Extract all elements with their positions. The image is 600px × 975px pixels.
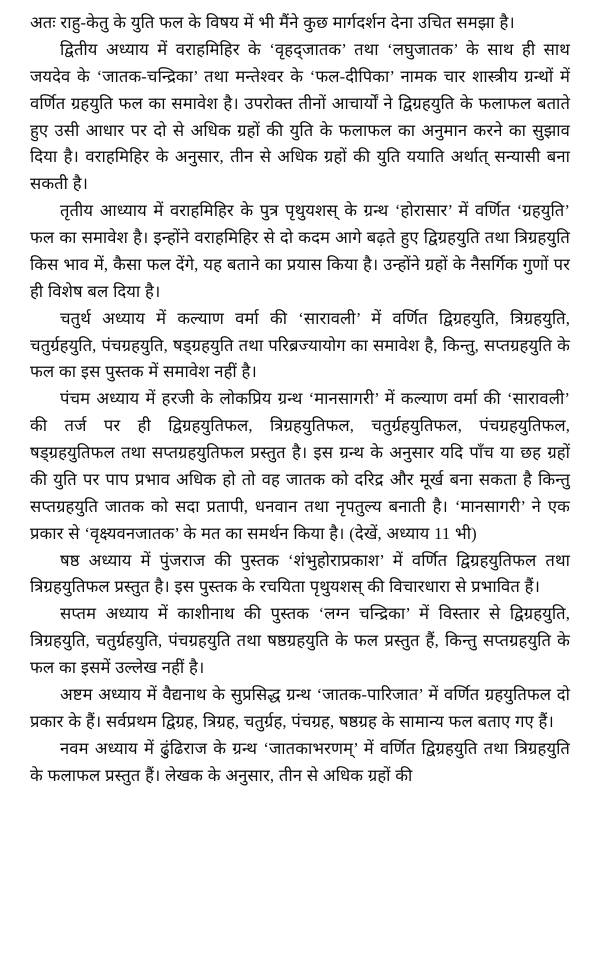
paragraph: द्वितीय अध्याय में वराहमिहिर के ‘वृहद्जातक’ तथा ‘लघुजातक’ के साथ ही साथ जयदेव के ‘जातक-चन्द्रिका’ तथा मन्तेश्वर के ‘फल-दीपिका’ नामक चार शास्त्रीय ग्रन्थों में वर्णित ग्रहयुति फल का समावेश है। उपरोक्त तीनों आचार्यों ने द्विग्रहयुति के फलाफल बताते हुए उसी आधार पर दो से अधिक ग्रहों की युति के फलाफल का अनुमान करने का सुझाव दिया है। वराहमिहिर के अनुसार, तीन से अधिक ग्रहों की युति ययाति अर्थात् सन्यासी बना सकती है। [30, 39, 570, 194]
paragraph: तृतीय आध्याय में वराहमिहिर के पुत्र पृथुयशस् के ग्रन्थ ‘होरासार’ में वर्णित ‘ग्रहयुति’ फल का समावेश है। इन्होंने वराहमिहिर से दो कदम आगे बढ़ते हुए द्विग्रहयुति तथा त्रिग्रहयुति किस भाव में, कैसा फल देंगे, यह बताने का प्रयास किया है। उन्होंने ग्रहों के नैसर्गिक गुणों पर ही विशेष बल दिया है। [30, 201, 570, 301]
paragraph: अष्टम अध्याय में वैद्यनाथ के सुप्रसिद्ध ग्रन्थ ‘जातक-पारिजात’ में वर्णित ग्रहयुतिफल दो प्रकार के हैं। सर्वप्रथम द्विग्रह, त्रिग्रह, चतुर्ग्रह, पंचग्रह, षष्ठग्रह के सामान्य फल बताए गए हैं। [30, 684, 570, 731]
paragraph: नवम अध्याय में ढुंढिराज के ग्रन्थ ‘जातकाभरणम्’ में वर्णित द्विग्रहयुति तथा त्रिग्रहयुति के फलाफल प्रस्तुत हैं। लेखक के अनुसार, तीन से अधिक ग्रहों की [30, 738, 570, 785]
paragraph: सप्तम अध्याय में काशीनाथ की पुस्तक ‘लग्न चन्द्रिका’ में विस्तार से द्विग्रहयुति, त्रिग्रहयुति, चतुर्ग्रहयुति, पंचग्रहयुति तथा षष्ठग्रहयुति के फल प्रस्तुत हैं, किन्तु सप्तग्रहयुति के फल का इसमें उल्लेख नहीं है। [30, 604, 570, 677]
paragraph: अतः राहु-केतु के युति फल के विषय में भी मैंने कुछ मार्गदर्शन देना उचित समझा है। [30, 13, 515, 32]
paragraph: पंचम अध्याय में हरजी के लोकप्रिय ग्रन्थ ‘मानसागरी’ में कल्याण वर्मा की ‘सारावली’ की तर्ज पर ही द्विग्रहयुतिफल, त्रिग्रहयुतिफल, चतुर्ग्रहयुतिफल, पंचग्रहयुतिफल, षड्ग्रहयुतिफल तथा सप्तग्रहयुतिफल प्रस्तुत है। इस ग्रन्थ के अनुसार यदि पाँच या छह ग्रहों की युति पर पाप प्रभाव अधिक हो तो वह जातक को दरिद्र और मूर्ख बना सकता है किन्तु सप्तग्रहयुति जातक को सदा प्रतापी, धनवान तथा नृपतुल्य बनाती है। ‘मानसागरी’ ने एक प्रकार से ‘वृक्ष्यवनजातक’ के मत का समर्थन किया है। (देखें, अध्याय 11 भी) [30, 389, 570, 543]
paragraph: चतुर्थ अध्याय में कल्याण वर्मा की ‘सारावली’ में वर्णित द्विग्रहयुति, त्रिग्रहयुति, चतुर्ग्रहयुति, पंचग्रहयुति, षड्ग्रहयुति तथा परिब्रज्यायोग का समावेश है, किन्तु, सप्तग्रहयुति के फल का इस पुस्तक में समावेश नहीं है। [30, 308, 570, 382]
paragraph: षष्ठ अध्याय में पुंजराज की पुस्तक ‘शंभुहोराप्रकाश’ में वर्णित द्विग्रहयुतिफल तथा त्रिग्रहयुतिफल प्रस्तुत है। इस पुस्तक के रचयिता पृथुयशस् की विचारधारा से प्रभावित हैं। [30, 550, 570, 597]
